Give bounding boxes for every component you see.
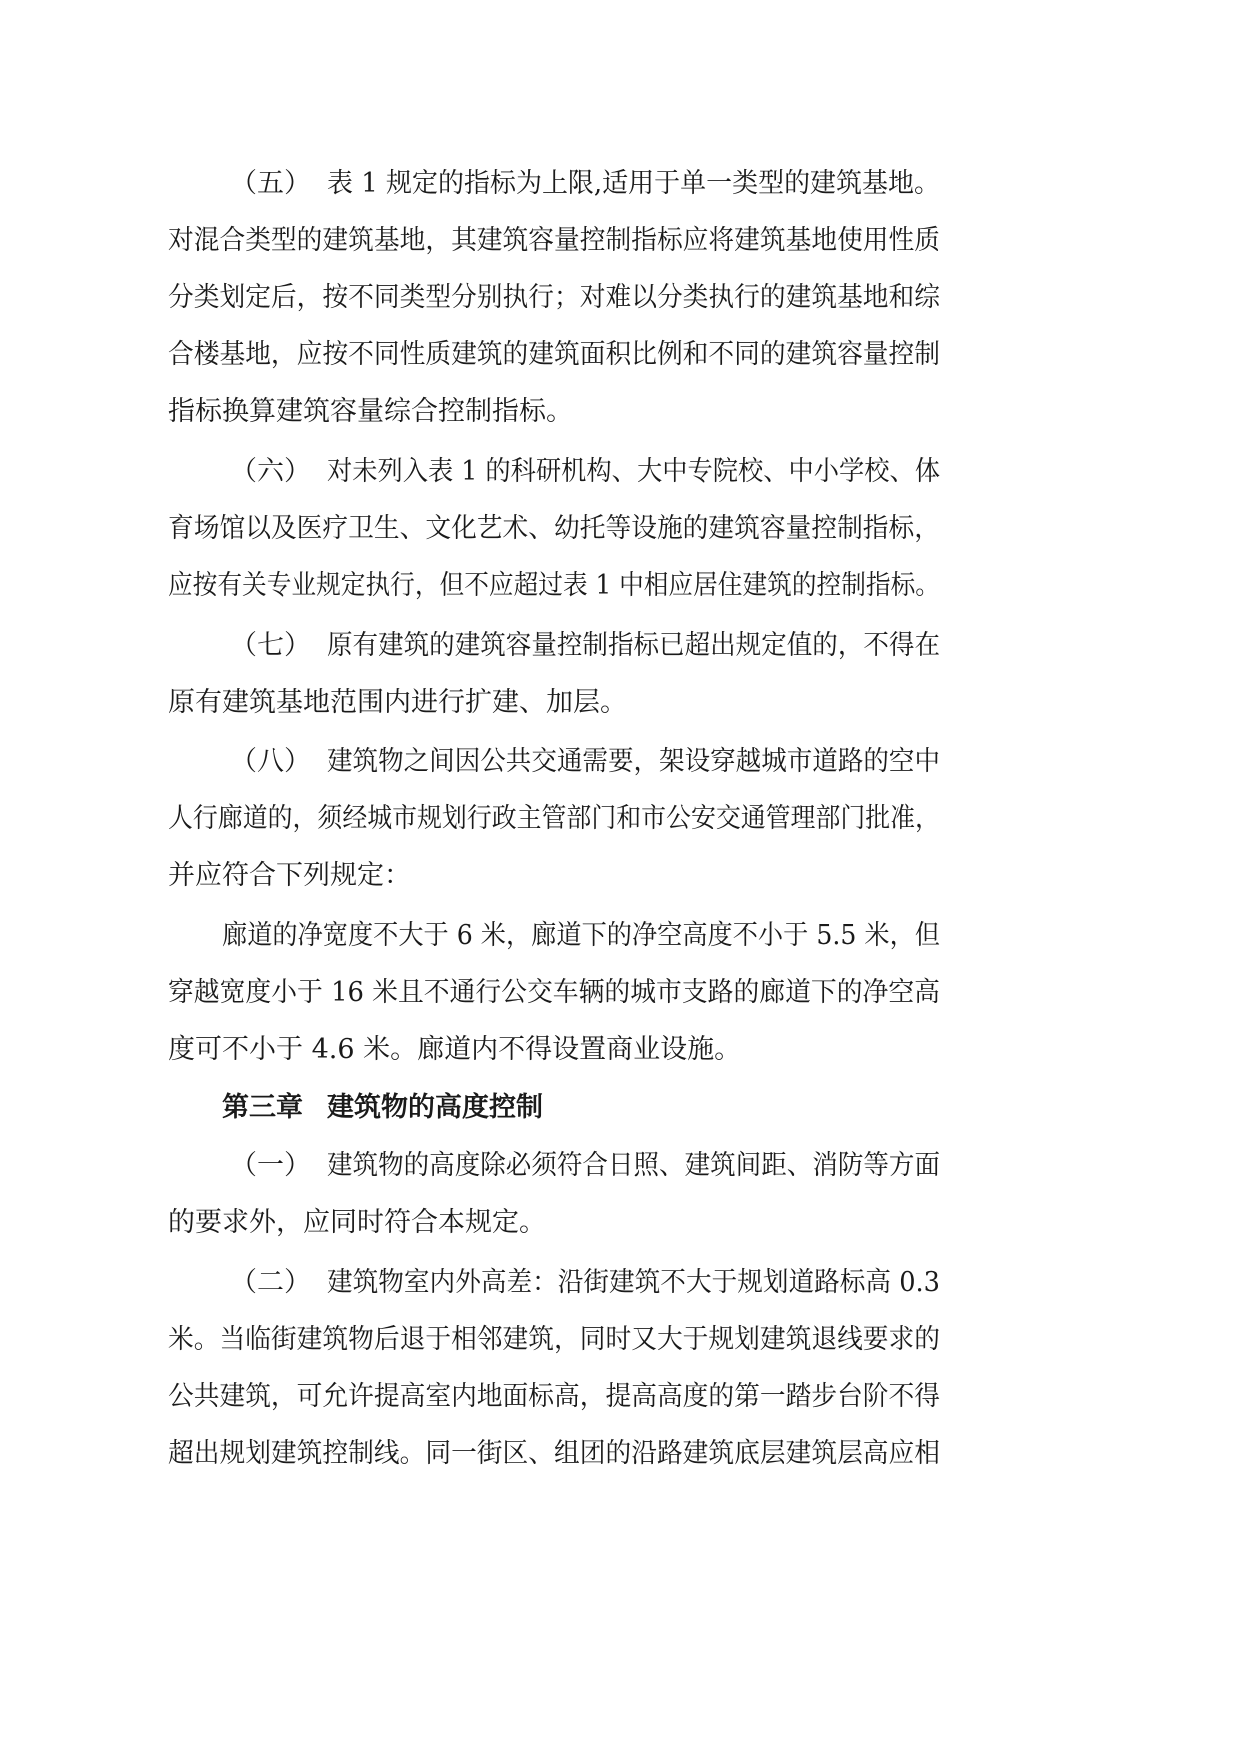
paragraph-6-text-1: 对未列入表 1 的科研机构、大中专院校、中小学校、体	[327, 456, 941, 487]
corridor-text-1: 廊道的净宽度不大于 6 米，廊道下的净空高度不小于 5.5 米，但	[222, 920, 940, 951]
chapter-paragraph-2-line-1	[0, 1261, 1241, 1305]
chapter-paragraph-2-line-2	[0, 1318, 1241, 1362]
paragraph-8-text-2: 人行廊道的，须经城市规划行政主管部门和市公安交通管理部门批准，	[168, 803, 940, 834]
paragraph-5-text-5: 指标换算建筑容量综合控制指标。	[168, 396, 573, 427]
corridor-text-3: 度可不小于 4.6 米。廊道内不得设置商业设施。	[168, 1034, 742, 1065]
paragraph-6-text-2: 育场馆以及医疗卫生、文化艺术、幼托等设施的建筑容量控制指标，	[168, 513, 941, 544]
paragraph-8-line-3	[0, 854, 1241, 898]
corridor-text-2: 穿越宽度小于 16 米且不通行公交车辆的城市支路的廊道下的净空高	[168, 977, 940, 1008]
chapter-number: 第三章	[222, 1092, 303, 1123]
paragraph-7-text-1: 原有建筑的建筑容量控制指标已超出规定值的，不得在	[327, 630, 941, 661]
chapter-paragraph-2-text-2: 米。当临街建筑物后退于相邻建筑，同时又大于规划建筑退线要求的	[168, 1324, 941, 1355]
paragraph-8-label: （八）	[230, 746, 311, 777]
paragraph-6-text-3: 应按有关专业规定执行，但不应超过表 1 中相应居住建筑的控制指标。	[168, 570, 940, 601]
paragraph-6-label: （六）	[230, 456, 311, 487]
corridor-line-1	[0, 914, 1241, 958]
paragraph-5-line-5	[0, 390, 1241, 434]
chapter-heading	[0, 1086, 1241, 1130]
corridor-line-3	[0, 1028, 1241, 1072]
paragraph-7-line-2	[0, 681, 1241, 725]
paragraph-7-label: （七）	[230, 630, 311, 661]
paragraph-5-text-1: 表 1 规定的指标为上限,适用于单一类型的建筑基地。	[327, 168, 940, 199]
paragraph-5-text-3: 分类划定后，按不同类型分别执行；对难以分类执行的建筑基地和综	[168, 282, 941, 313]
paragraph-5-text-4: 合楼基地，应按不同性质建筑的建筑面积比例和不同的建筑容量控制	[168, 339, 941, 370]
chapter-paragraph-1-line-2	[0, 1201, 1241, 1245]
paragraph-7-line-1	[0, 624, 1241, 668]
chapter-paragraph-1-text-2: 的要求外，应同时符合本规定。	[168, 1207, 546, 1238]
paragraph-5-line-1	[0, 162, 1241, 206]
paragraph-5-line-4	[0, 333, 1241, 377]
paragraph-6-line-3	[0, 564, 1241, 608]
chapter-paragraph-2-text-1: 建筑物室内外高差：沿街建筑不大于规划道路标高 0.3	[327, 1267, 940, 1298]
chapter-paragraph-1-label: （一）	[230, 1150, 311, 1181]
paragraph-8-line-1	[0, 740, 1241, 784]
paragraph-5-line-3	[0, 276, 1241, 320]
paragraph-5-line-2	[0, 219, 1241, 263]
paragraph-8-line-2	[0, 797, 1241, 841]
paragraph-5-label: （五）	[230, 168, 311, 199]
chapter-paragraph-2-line-3	[0, 1375, 1241, 1419]
corridor-line-2	[0, 971, 1241, 1015]
chapter-paragraph-2-text-4: 超出规划建筑控制线。同一街区、组团的沿路建筑底层建筑层高应相	[168, 1438, 941, 1469]
paragraph-6-line-2	[0, 507, 1241, 551]
chapter-paragraph-1-line-1	[0, 1144, 1241, 1188]
paragraph-7-text-2: 原有建筑基地范围内进行扩建、加层。	[168, 687, 627, 718]
chapter-paragraph-2-line-4	[0, 1432, 1241, 1476]
paragraph-8-text-1: 建筑物之间因公共交通需要，架设穿越城市道路的空中	[327, 746, 941, 777]
chapter-paragraph-2-label: （二）	[230, 1267, 311, 1298]
chapter-paragraph-2-text-3: 公共建筑，可允许提高室内地面标高，提高高度的第一踏步台阶不得	[168, 1381, 941, 1412]
chapter-paragraph-1-text-1: 建筑物的高度除必须符合日照、建筑间距、消防等方面	[327, 1150, 941, 1181]
paragraph-8-text-3: 并应符合下列规定：	[168, 860, 411, 891]
paragraph-6-line-1	[0, 450, 1241, 494]
chapter-title: 建筑物的高度控制	[327, 1092, 543, 1123]
paragraph-5-text-2: 对混合类型的建筑基地，其建筑容量控制指标应将建筑基地使用性质	[168, 225, 941, 256]
